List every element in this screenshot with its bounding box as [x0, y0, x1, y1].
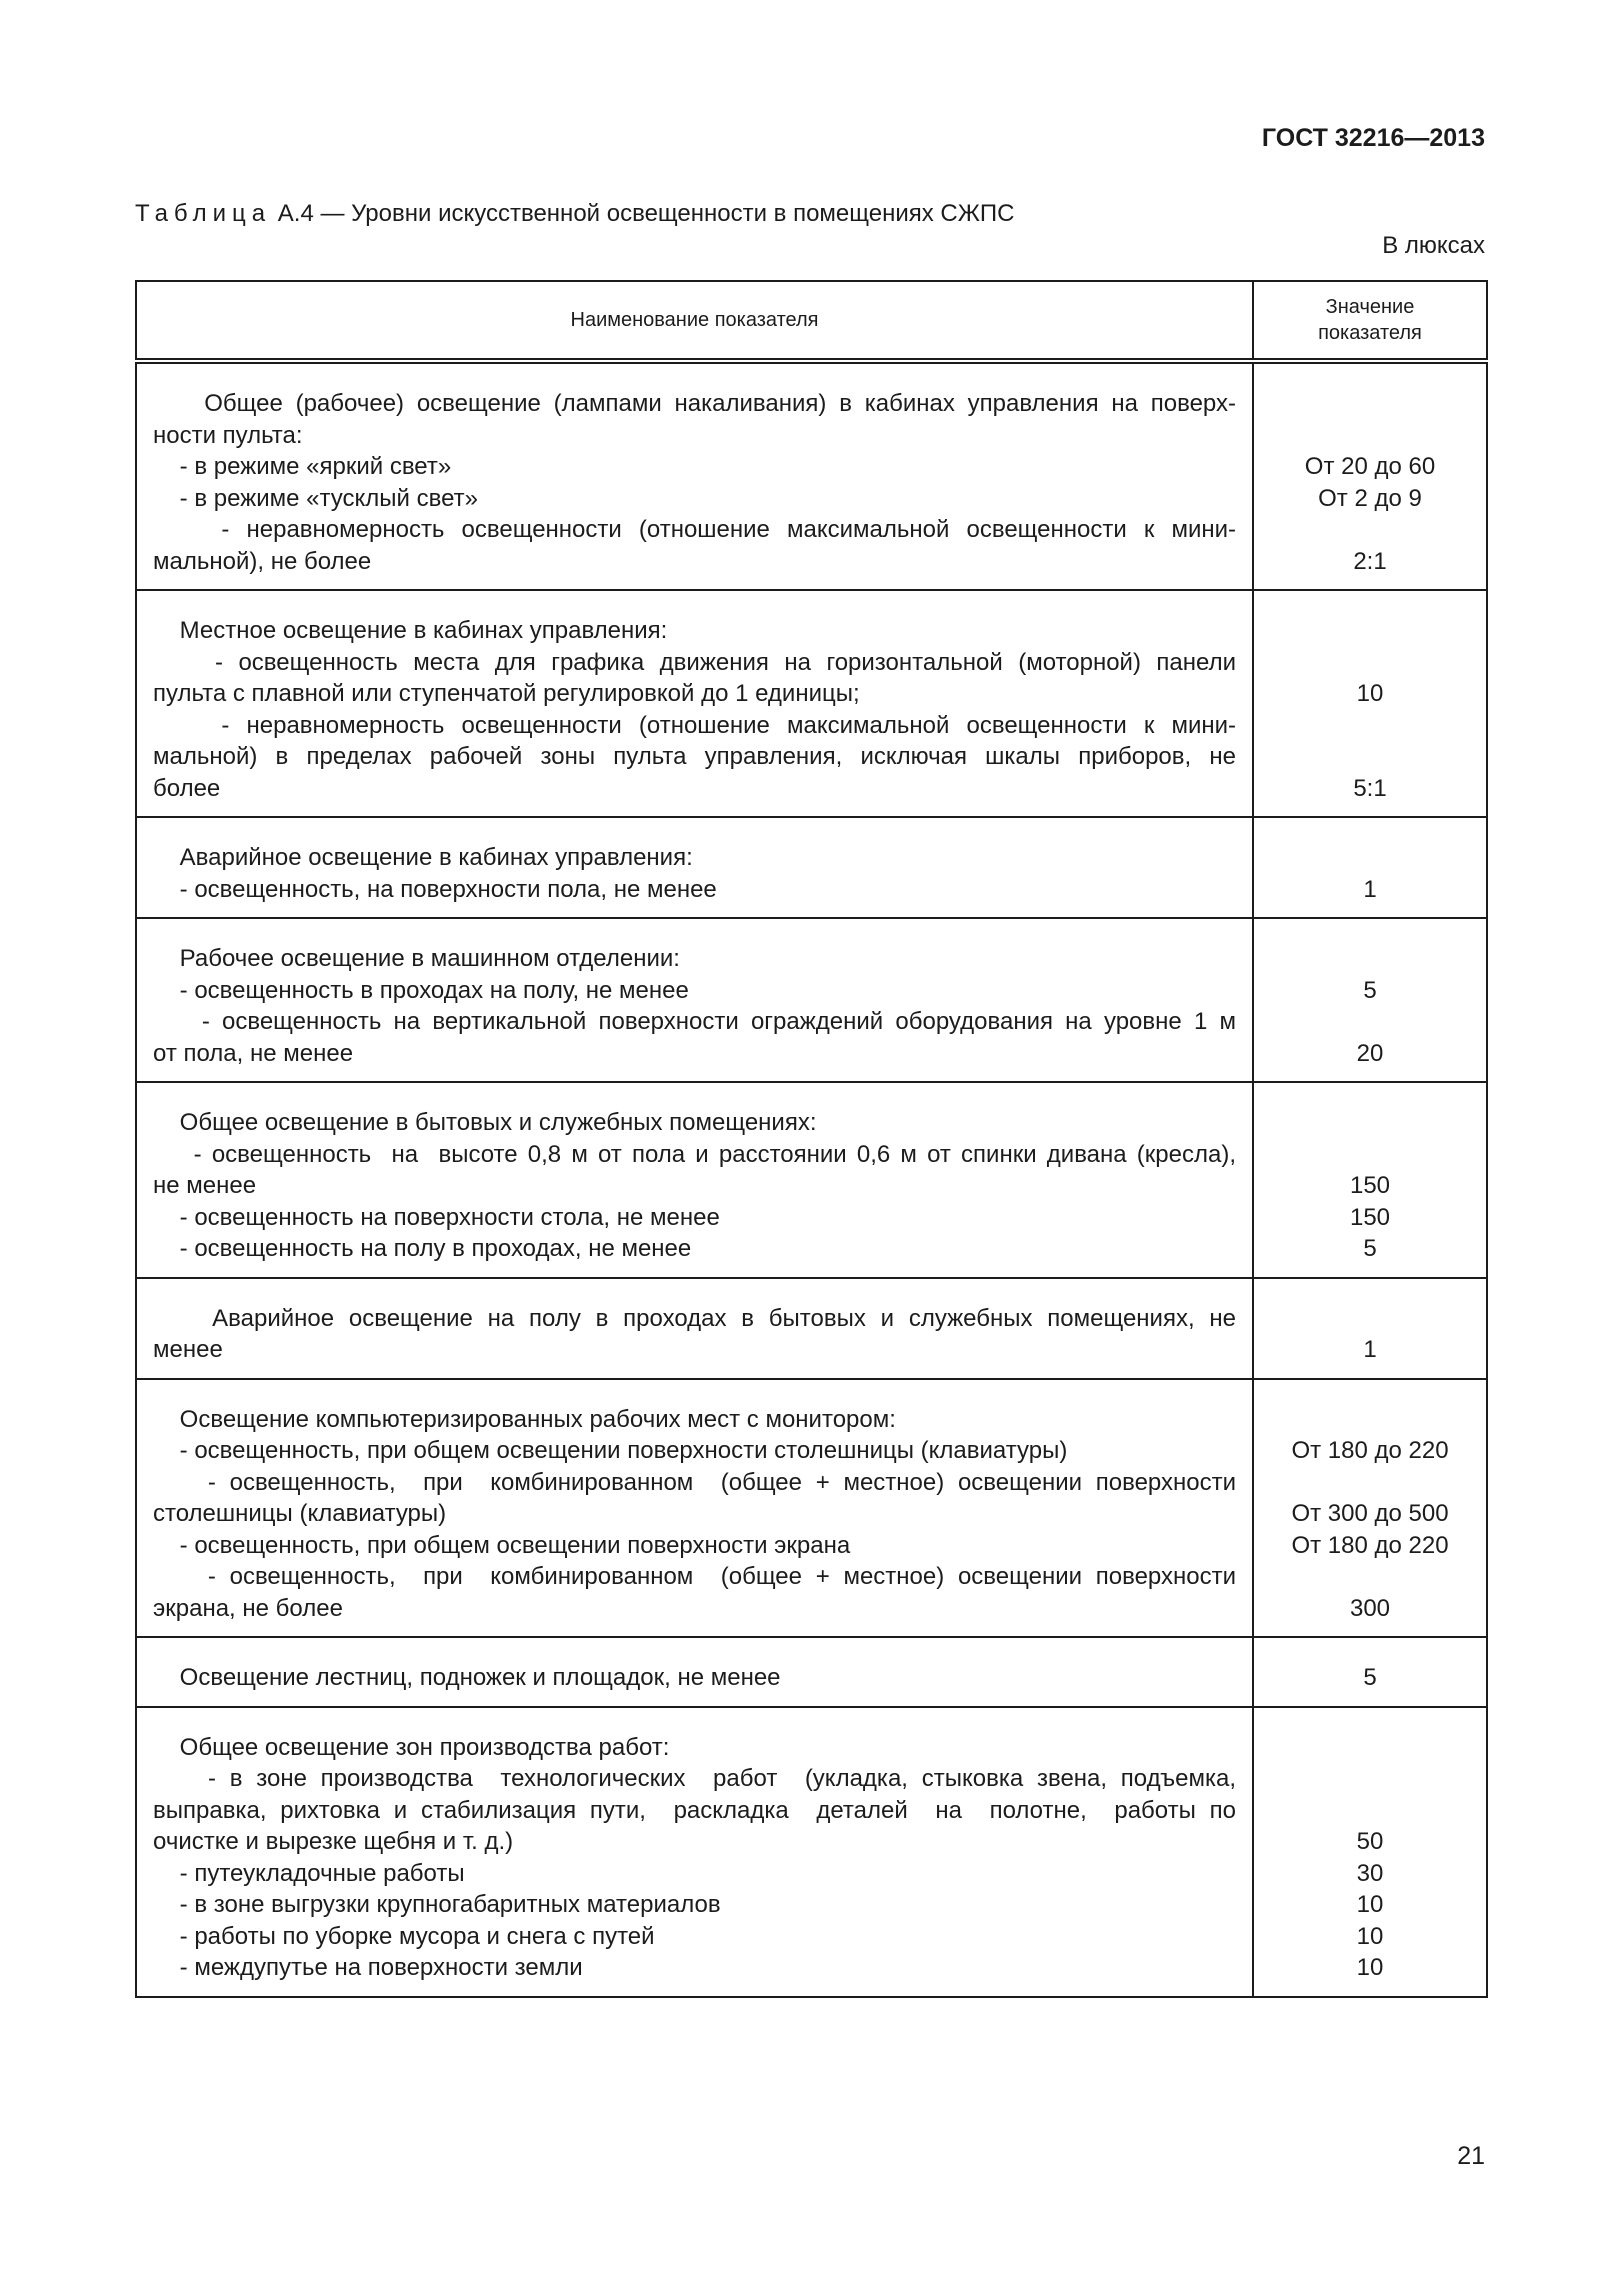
description-line: - в режиме «тусклый свет»: [153, 484, 478, 512]
value-line: [1258, 1303, 1482, 1335]
table-row: [136, 1637, 1487, 1707]
description-line: - работы по уборке мусора и снега с путей: [153, 1922, 655, 1950]
value-line: 1: [1363, 875, 1377, 903]
indicator-value: [1253, 1707, 1487, 1997]
value-line: 20: [1356, 1039, 1384, 1067]
value-line: 10: [1356, 1922, 1384, 1950]
value-line: От 180 до 220: [1291, 1531, 1449, 1559]
column-header-value: [1253, 281, 1487, 361]
value-line: 2:1: [1353, 547, 1387, 575]
indicator-value: [1253, 1278, 1487, 1379]
description-line: - неравномерность освещенности (отношение максимальной освещенности к мини-: [153, 516, 1237, 543]
description-line: мальной) в пределах рабочей зоны пульта управления, исключая шкалы приборов, не: [153, 743, 1236, 770]
indicator-value: [1253, 918, 1487, 1082]
value-line: От 20 до 60: [1304, 453, 1436, 480]
table-row: [136, 1707, 1487, 1997]
description-line: - освещенность, при общем освещении поверхности экрана: [153, 1531, 851, 1559]
value-line: [1258, 710, 1482, 742]
description-line: - освещенность, при общем освещении поверхности столешницы (клавиатуры): [153, 1437, 1068, 1464]
indicator-description: [136, 817, 1253, 918]
document-code: ГОСТ 32216—2013: [1261, 124, 1485, 152]
indicator-description: [136, 1637, 1253, 1707]
value-line: [1258, 514, 1482, 546]
description-line: очистке и вырезке щебня и т. д.): [153, 1828, 514, 1855]
value-line: От 300 до 500: [1291, 1500, 1449, 1527]
illumination-table: [135, 280, 1488, 1998]
indicator-value: [1253, 590, 1487, 817]
value-line: [1258, 388, 1482, 420]
value-line: [1258, 1561, 1482, 1593]
description-line: Аварийное освещение в кабинах управления:: [153, 844, 693, 871]
table-row: [136, 361, 1487, 590]
value-line: 10: [1356, 1954, 1384, 1981]
value-line: 30: [1356, 1859, 1384, 1887]
units-note: В люксах: [1382, 232, 1485, 259]
description-line: менее: [153, 1336, 223, 1363]
description-line: экрана, не более: [153, 1594, 343, 1622]
indicator-description: [136, 1707, 1253, 1997]
table-row: [136, 918, 1487, 1082]
indicator-description: [136, 1379, 1253, 1638]
description-line: Рабочее освещение в машинном отделении:: [153, 945, 680, 972]
value-line: [1258, 647, 1482, 679]
value-line: [1258, 1404, 1482, 1436]
description-line: - освещенность на вертикальной поверхности ограждений оборудования на уровне 1 м: [153, 1008, 1237, 1035]
description-line: более: [153, 774, 221, 802]
value-line: [1258, 842, 1482, 874]
description-line: - освещенность на поверхности стола, не менее: [153, 1203, 720, 1231]
description-line: - в зоне выгрузки крупногабаритных материалов: [153, 1891, 721, 1918]
description-line: - освещенность места для графика движения на горизонтальной (моторной) панели: [153, 648, 1236, 676]
description-line: - освещенность, при комбинированном (общее + местное) освещении поверхности: [153, 1563, 1236, 1590]
table-caption-text: А.4 — Уровни искусственной освещенности в помещениях СЖПС: [271, 200, 1015, 227]
value-line: [1258, 615, 1482, 647]
indicator-description: [136, 918, 1253, 1082]
description-line: Общее освещение зон производства работ:: [153, 1733, 670, 1761]
value-line: [1258, 943, 1482, 975]
table-row: [136, 1082, 1487, 1278]
indicator-description: [136, 1278, 1253, 1379]
value-line: 5:1: [1353, 774, 1387, 802]
indicator-value: [1253, 1637, 1487, 1707]
description-line: Освещение компьютеризированных рабочих мест с монитором:: [153, 1405, 896, 1433]
description-line: Освещение лестниц, подножек и площадок, не менее: [153, 1664, 781, 1691]
description-line: - освещенность, на поверхности пола, не менее: [153, 875, 717, 903]
description-line: от пола, не менее: [153, 1039, 354, 1067]
value-line: От 2 до 9: [1318, 484, 1422, 512]
description-line: - неравномерность освещенности (отношение максимальной освещенности к мини-: [153, 711, 1237, 739]
table-header-row: [136, 281, 1487, 361]
value-line: [1258, 1107, 1482, 1139]
value-line: [1258, 1139, 1482, 1171]
description-line: - освещенность на полу в проходах, не менее: [153, 1235, 692, 1262]
description-line: - освещенность на высоте 0,8 м от пола и расстоянии 0,6 м от спинки дивана (кресла),: [153, 1140, 1236, 1168]
description-line: - в зоне производства технологических работ (укладка, стыковка звена, подъемка,: [153, 1765, 1236, 1792]
value-line: [1258, 1763, 1482, 1795]
table-row: [136, 1379, 1487, 1638]
description-line: Местное освещение в кабинах управления:: [153, 617, 668, 644]
description-line: Общее (рабочее) освещение (лампами накаливания) в кабинах управления на поверх-: [153, 390, 1237, 417]
table-row: [136, 817, 1487, 918]
value-line: [1258, 1006, 1482, 1038]
value-line: 150: [1349, 1203, 1391, 1231]
indicator-value: [1253, 817, 1487, 918]
description-line: - освещенность в проходах на полу, не менее: [153, 976, 689, 1004]
value-line: [1258, 1795, 1482, 1827]
value-line: 5: [1363, 976, 1377, 1004]
indicator-value: [1253, 1082, 1487, 1278]
description-line: пульта с плавной или ступенчатой регулировкой до 1 единицы;: [153, 680, 860, 707]
value-line: От 180 до 220: [1291, 1437, 1449, 1464]
value-line: [1258, 741, 1482, 773]
description-line: - в режиме «яркий свет»: [153, 453, 452, 480]
table-row: [136, 1278, 1487, 1379]
description-line: столешницы (клавиатуры): [153, 1500, 447, 1527]
indicator-value: [1253, 1379, 1487, 1638]
indicator-description: [136, 361, 1253, 590]
value-line: 300: [1349, 1594, 1391, 1622]
description-line: Общее освещение в бытовых и служебных помещениях:: [153, 1109, 817, 1136]
description-line: мальной), не более: [153, 547, 372, 575]
description-line: - путеукладочные работы: [153, 1859, 465, 1887]
description-line: выправка, рихтовка и стабилизация пути, раскладка деталей на полотне, работы по: [153, 1796, 1236, 1824]
value-line: 1: [1363, 1336, 1377, 1363]
column-header-name: Наименование показателя: [136, 281, 1253, 361]
description-line: - освещенность, при комбинированном (общее + местное) освещении поверхности: [153, 1468, 1236, 1496]
value-line: [1258, 420, 1482, 452]
description-line: - междупутье на поверхности земли: [153, 1954, 583, 1981]
value-line: [1258, 1732, 1482, 1764]
table-row: [136, 590, 1487, 817]
table-caption: [135, 200, 1015, 228]
table-caption-label: Таблица: [135, 200, 272, 227]
value-line: [1258, 1467, 1482, 1499]
description-line: Аварийное освещение на полу в проходах в бытовых и служебных помещениях, не: [153, 1304, 1237, 1332]
value-line: 50: [1356, 1828, 1384, 1855]
column-header-value-line-1: Значение: [1325, 296, 1415, 318]
value-line: 5: [1363, 1235, 1377, 1262]
indicator-value: [1253, 361, 1487, 590]
value-line: 150: [1349, 1172, 1391, 1199]
indicator-description: [136, 590, 1253, 817]
description-line: не менее: [153, 1172, 257, 1199]
value-line: 5: [1363, 1664, 1377, 1691]
indicator-description: [136, 1082, 1253, 1278]
column-header-value-line-2: показателя: [1318, 322, 1422, 344]
description-line: ности пульта:: [153, 421, 303, 449]
page-number: 21: [1457, 2142, 1485, 2170]
value-line: 10: [1356, 1891, 1384, 1918]
value-line: 10: [1356, 680, 1384, 707]
